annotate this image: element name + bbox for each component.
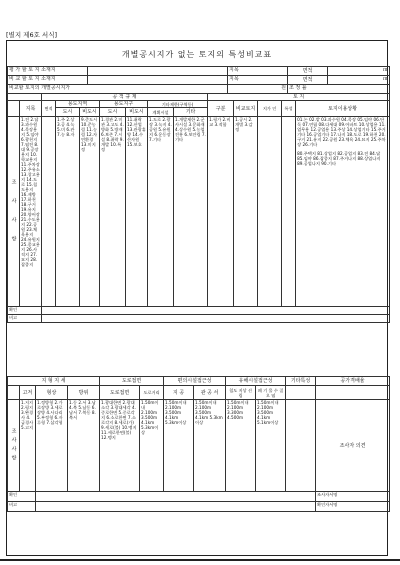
surveyor-opinion: 조사자 의견 (316, 400, 390, 492)
lower-confirm-value (36, 492, 316, 502)
won-unit: 원 (228, 85, 288, 94)
usage-noncity-options: 9.준도시 10.준농림 11.농림 12.자연환경 13.미지정 (80, 117, 100, 307)
usage-city-options: 1.주 2.상 3.공 4.녹 5.미 6.관 7.농 8.자 (56, 117, 80, 307)
plan-facility-options: 1.도로 2.광장 3.녹지 4.공원 5.유원지 6.운동장 7.기타 (148, 117, 174, 307)
government-office-options: 1.50m이내 2.100m 3.500m 4.1km 5.3km이상 (194, 400, 226, 492)
other-feature-value (286, 400, 316, 492)
comparison-form (6, 40, 388, 556)
mid-remark-label: 비고 (8, 315, 42, 323)
government-office-header: 관 공 서 (194, 386, 226, 400)
other-limit-header: 기타제한(구역등) (148, 101, 208, 108)
other-misc-header: 기타 (174, 108, 208, 117)
gojeo-options: 1.저지 2.평지 3.완경사 4.급경사 5.고지 (20, 400, 36, 492)
land-use-options (296, 117, 390, 307)
land-header: 토 지 (208, 94, 390, 101)
area-unit: ㎡ (328, 67, 390, 76)
usage-header: 용도지역 (56, 101, 100, 108)
road-distance-options: 1.50m이내 2.100m 3.500m 4.1km 5.3km이상 (140, 400, 164, 492)
waste-options: 1.50m이내 2.100m 3.500m 4.1km 5.1km이상 (256, 400, 286, 492)
survey-items-label: 조 사 사 항 (8, 117, 20, 307)
land-use-list: 01.논 02.밭 03.과수원 04.목장 05.임야 06.단독 07.연립 08.다세대 09.아파트 10.상업용 11.업무용 12.공업용 13.주상 14.상업기타 15.주거기타 16.공업기타 17.나지 18.도로 19.하천 20.구거 21.유지 22.공원 23.체육 24.묘지 25.주차장 26.기타 (297, 117, 386, 147)
mid-remark-value (42, 315, 390, 323)
lower-remark-value (36, 502, 316, 512)
feature-header: 특성 (282, 101, 296, 117)
jimok-label-2: 지목 (228, 76, 288, 85)
district-city-header: 도시 (100, 108, 126, 117)
shape-header: 형상 (36, 386, 68, 400)
gubun-header: 구분 (208, 101, 234, 117)
shape-options: 1.정방형 2.가로장방 3.세로장방 4.사다리 5.부정형 6.자루형 7.삼각형 (36, 400, 68, 492)
district-noncity-options: 11.취락 12.산업 13.관광휴양 14.수산자원 15.보호 (126, 117, 148, 307)
compare-address-value (88, 76, 228, 85)
characteristics-table (7, 93, 390, 323)
district-noncity-header: 비도시 (126, 108, 148, 117)
direction-header: 방위 (68, 386, 100, 400)
price-value (258, 117, 282, 307)
subject-address-value (88, 67, 228, 76)
jimok-header: 지목 (20, 101, 42, 117)
other-misc-options: 1.개발제한 2.군사시설 3.문화재 4.상수원 5.농업진흥 6.보안림 7.기타 (174, 117, 208, 307)
adjust-rate-label: 조 정 률 (288, 85, 390, 94)
compare-price-label: 비교할 토지의 개별공시지가 (8, 85, 228, 94)
usage-city-header: 도시 (56, 108, 80, 117)
checker-signature: 확인자서명 (316, 502, 390, 512)
land-use-header: 토지이용상황 (296, 101, 390, 117)
corner-cell (8, 101, 20, 117)
land-use-notes: 80.주택지 81.상업지 82.공업지 83.전 84.답 85.임야 86.잡종지 87.주거나지 88.상업나지 89.공업나지 90.기타 (297, 151, 381, 166)
lower-survey-label: 조사사항 (8, 400, 20, 492)
lower-table (7, 376, 390, 512)
form-title: 개별공시지가 없는 토지의 특성비교표 (121, 50, 273, 59)
usage-noncity-header: 비도시 (80, 108, 100, 117)
terrain-header: 지 형 지 세 (8, 377, 100, 386)
lower-corner (8, 386, 20, 400)
area-unit-2: ㎡ (328, 76, 390, 85)
jimok-label: 지목 (228, 67, 288, 76)
area-label: 면적 (288, 67, 328, 76)
form-reference: [별지 제6호 서식] (6, 31, 58, 39)
public-facility-header: 지 공 (164, 386, 194, 400)
jimok-options: 1.전 2.답 3.과수원 4.목장용지 5.임야 6.광천지 7.염전 8.대 9.공장용지 10.학교용지 11.주차장 12.주유소 13.창고용지 14.도로 15.철도용지 16.제방 17.하천 18.구거 19.유지 20.양어장 21.수도용지 22.공원 23.체육용지 24.유원지 25.종교용지 26.사적지 27.묘지 28.잡종지 (20, 117, 42, 307)
feature-value (282, 117, 296, 307)
compare-address-label: 비 교 할 토 지 소재지 (8, 76, 88, 85)
area-col-header: 면적 (42, 101, 56, 117)
direction-options: 1.동 2.서 3.남 4.북 5.남동 6.남서 7.북동 8.북서 (68, 400, 100, 492)
blank-head (8, 94, 42, 101)
inspector-signature: 조사자서명 (316, 492, 390, 502)
railway-header: 철도 지상 선 림 (226, 386, 256, 400)
price-ratio-header: 공가격배율 (316, 377, 390, 386)
district-city-options: 1.경관 2.미관 3.고도 4.방화 5.방재 6.보존 7.시설 8.취락 9.개발 10.특정 (100, 117, 126, 307)
bigyo-options: 1.공시 2.개별 3.감정 (234, 117, 258, 307)
convenience-header: 편의시설접근성 (164, 377, 226, 386)
railway-options: 1.50m이내 2.100m 3.300m 4.500m (226, 400, 256, 492)
road-header: 도로접면 (100, 377, 164, 386)
lower-remark-label: 비고 (8, 502, 36, 512)
gojeo-header: 고저 (20, 386, 36, 400)
subject-address-label: 평 가 할 토 지 소재지 (8, 67, 88, 76)
bigyo-header: 비교토지 (234, 101, 258, 117)
gubun-options: 1.평가 2.비교 3.적합 (208, 117, 234, 307)
public-facility-options: 1.50m이내 2.100m 3.500m 4.1km 5.3km이상 (164, 400, 194, 492)
ratio-blank (316, 386, 390, 400)
other-feature-header: 기타특성 (286, 377, 316, 386)
price-header: 지가 인 (258, 101, 282, 117)
district-header: 용도지구 (100, 101, 148, 108)
other-blank (286, 386, 316, 400)
public-regulation-header: 공 적 규 제 (42, 94, 208, 101)
header-table (7, 66, 390, 94)
plan-facility-header: 계획시설 (148, 108, 174, 117)
area-value (42, 117, 56, 307)
road-contact-options: 1.광대한면 2.광대소각 3.광대세각 4.중로한면 5.중로각지 6.소로한면 7.소로각지 8.세로(가) 9.세로(불) 10.맹지 11.세로한면(불) 12.맹지 (100, 400, 140, 492)
waste-header: 폐 기 물 수 질 오 염 (256, 386, 286, 400)
mid-confirm-value (42, 307, 390, 315)
page-bottom-rule (0, 559, 400, 561)
mid-confirm-label: 확인 (8, 307, 42, 315)
hazard-header: 유해시설접근성 (226, 377, 286, 386)
road-distance-header: 도로거리 (140, 386, 164, 400)
lower-confirm-label: 확인 (8, 492, 36, 502)
road-contact-header: 도로접면 (100, 386, 140, 400)
area-label-2: 면적 (288, 76, 328, 85)
